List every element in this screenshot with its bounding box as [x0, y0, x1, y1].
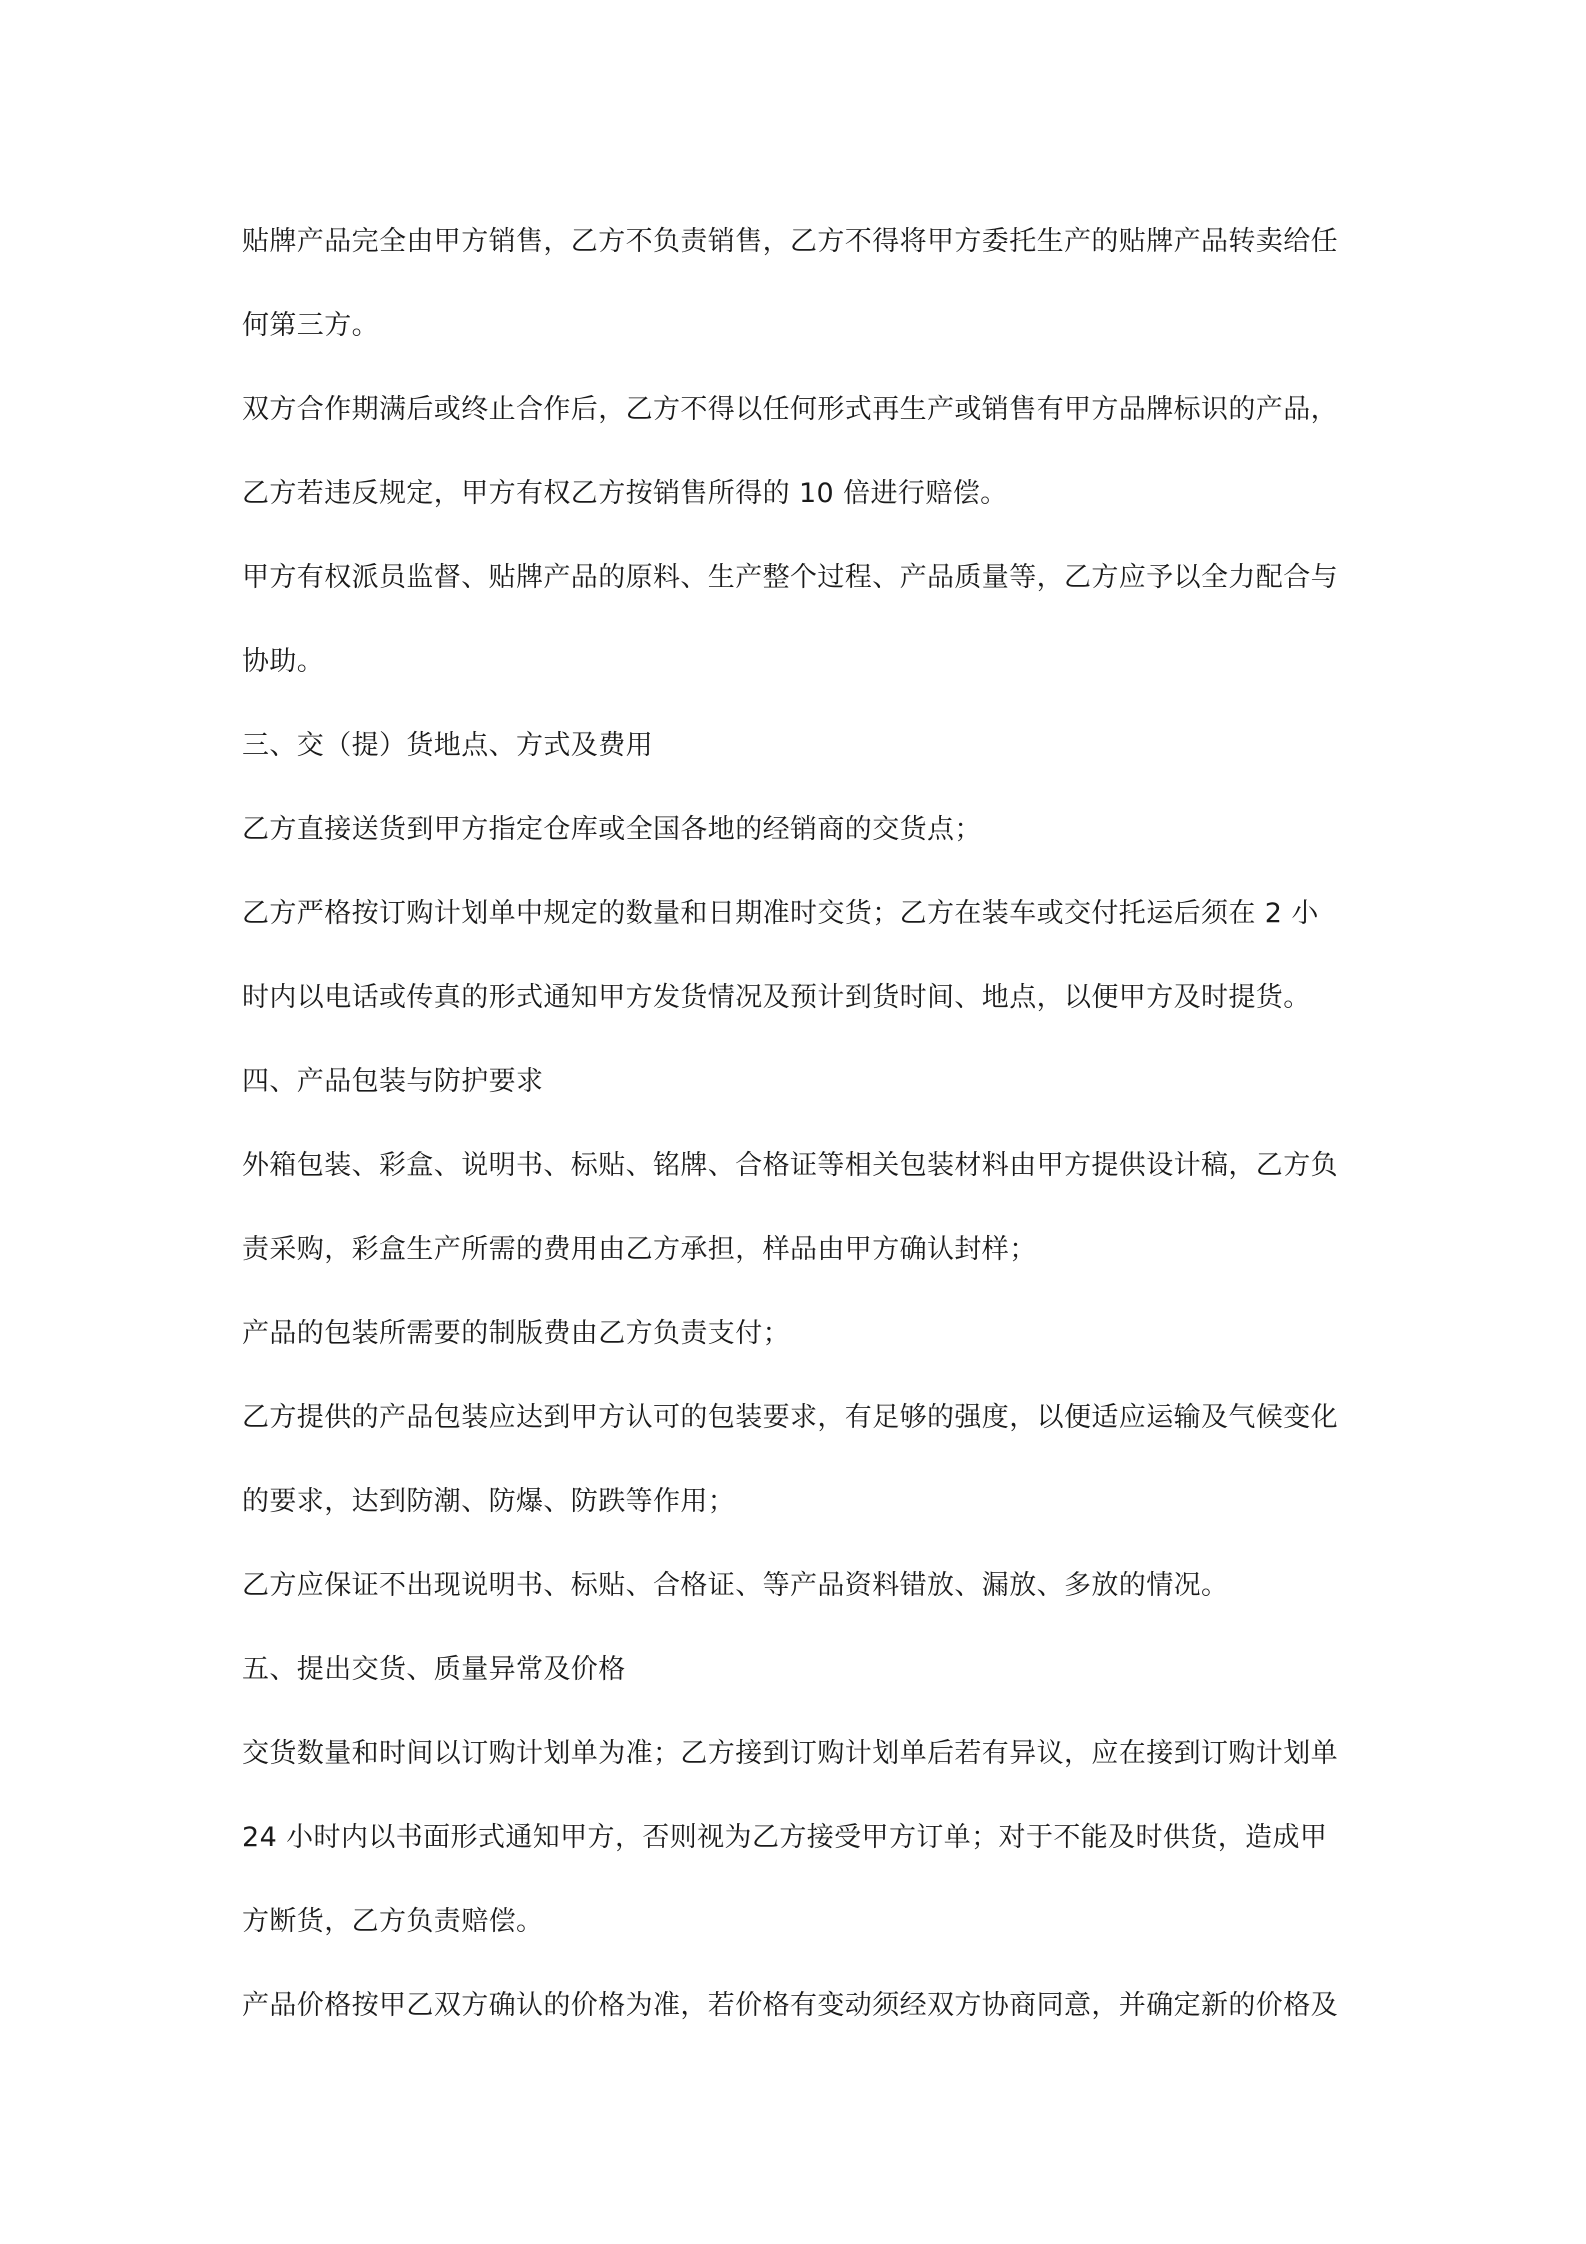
paragraph-line: 产品价格按甲乙双方确认的价格为准，若价格有变动须经双方协商同意，并确定新的价格及 — [242, 1990, 1338, 2021]
paragraph-line: 乙方提供的产品包装应达到甲方认可的包装要求，有足够的强度，以便适应运输及气候变化 — [242, 1402, 1338, 1433]
paragraph-line: 乙方若违反规定，甲方有权乙方按销售所得的 10 倍进行赔偿。 — [242, 478, 1008, 509]
paragraph-line: 甲方有权派员监督、贴牌产品的原料、生产整个过程、产品质量等，乙方应予以全力配合与 — [242, 562, 1338, 593]
paragraph — [242, 788, 1362, 872]
paragraph — [242, 1712, 1362, 1964]
paragraph-line: 贴牌产品完全由甲方销售，乙方不负责销售，乙方不得将甲方委托生产的贴牌产品转卖给任 — [242, 226, 1338, 257]
paragraph — [242, 536, 1362, 704]
section-heading — [242, 1040, 1362, 1124]
paragraph — [242, 872, 1362, 1040]
paragraph-line: 协助。 — [242, 646, 325, 677]
paragraph — [242, 1544, 1362, 1628]
section-heading — [242, 704, 1362, 788]
paragraph — [242, 200, 1362, 368]
paragraph — [242, 1964, 1362, 2048]
paragraph-line: 外箱包装、彩盒、说明书、标贴、铭牌、合格证等相关包装材料由甲方提供设计稿，乙方负 — [242, 1150, 1338, 1181]
paragraph — [242, 1124, 1362, 1292]
paragraph — [242, 1376, 1362, 1544]
paragraph-line: 责采购，彩盒生产所需的费用由乙方承担，样品由甲方确认封样； — [242, 1234, 1037, 1265]
paragraph-line: 双方合作期满后或终止合作后，乙方不得以任何形式再生产或销售有甲方品牌标识的产品， — [242, 394, 1338, 425]
section-heading — [242, 1628, 1362, 1712]
paragraph — [242, 1292, 1362, 1376]
paragraph-line: 交货数量和时间以订购计划单为准；乙方接到订购计划单后若有异议，应在接到订购计划单 — [242, 1738, 1338, 1769]
heading-text: 五、提出交货、质量异常及价格 — [242, 1654, 626, 1685]
paragraph-line: 何第三方。 — [242, 310, 379, 341]
paragraph-line: 产品的包装所需要的制版费由乙方负责支付； — [242, 1318, 790, 1349]
paragraph-line: 24 小时内以书面形式通知甲方，否则视为乙方接受甲方订单；对于不能及时供货，造成甲 — [242, 1822, 1328, 1853]
paragraph-line: 乙方应保证不出现说明书、标贴、合格证、等产品资料错放、漏放、多放的情况。 — [242, 1570, 1229, 1601]
heading-text: 三、交（提）货地点、方式及费用 — [242, 730, 653, 761]
heading-text: 四、产品包装与防护要求 — [242, 1066, 544, 1097]
paragraph — [242, 368, 1362, 536]
document-body — [242, 200, 1362, 2048]
paragraph-line: 的要求，达到防潮、防爆、防跌等作用； — [242, 1486, 736, 1517]
paragraph-line: 乙方严格按订购计划单中规定的数量和日期准时交货；乙方在装车或交付托运后须在 2 小 — [242, 898, 1319, 929]
paragraph-line: 乙方直接送货到甲方指定仓库或全国各地的经销商的交货点； — [242, 814, 982, 845]
paragraph-line: 方断货，乙方负责赔偿。 — [242, 1906, 544, 1937]
paragraph-line: 时内以电话或传真的形式通知甲方发货情况及预计到货时间、地点，以便甲方及时提货。 — [242, 982, 1311, 1013]
